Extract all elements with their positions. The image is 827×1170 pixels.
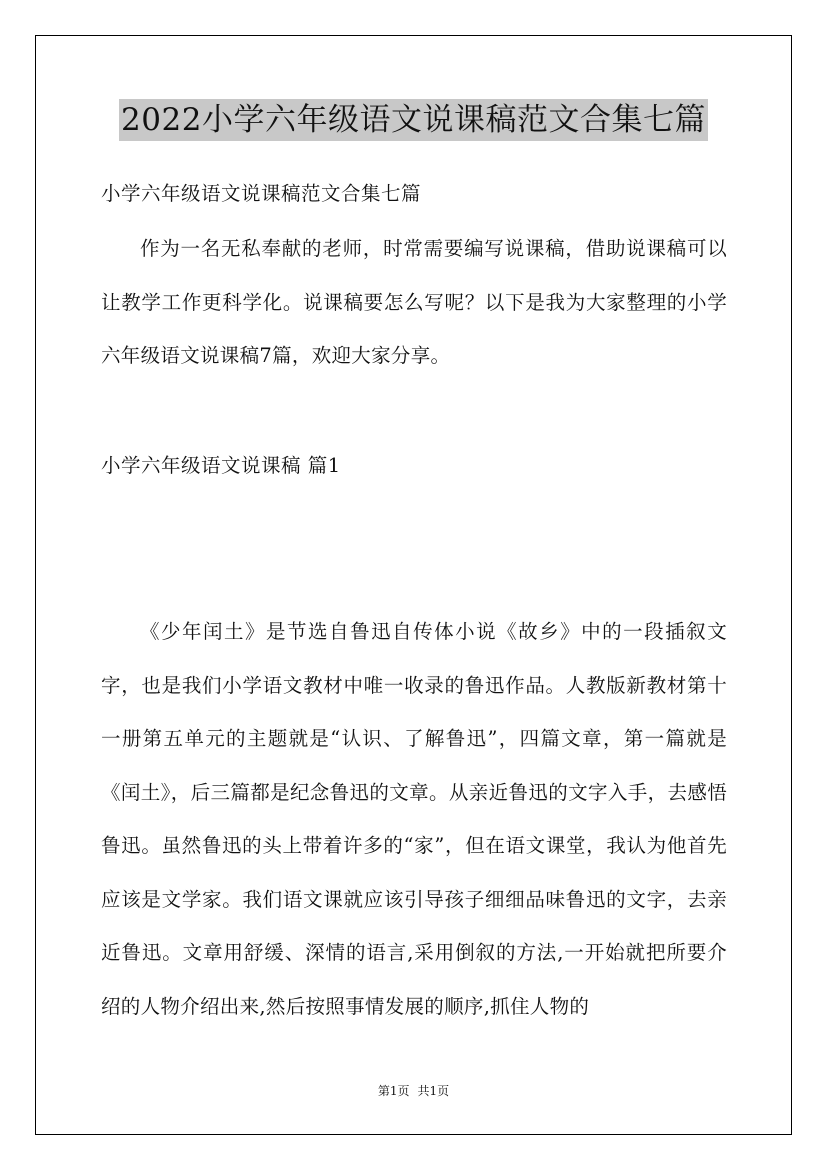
section-paragraph: 《少年闰土》是节选自鲁迅自传体小说《故乡》中的一段插叙文字，也是我们小学语文教材中唯一收录的鲁迅作品。人教版新教材第十一册第五单元的主题就是“认识、了解鲁迅”，四篇文章，第一篇就是《闰土》，后三篇都是纪念鲁迅的文章。从亲近鲁迅的文字入手，去感悟鲁迅。虽然鲁迅的头上带着许多的“家”，但在语文课堂，我认为他首先应该是文学家。我们语文课就应该引导孩子细细品味鲁迅的文字，去亲近鲁迅。文章用舒缓、深情的语言,采用倒叙的方法,一开始就把所要介绍的人物介绍出来,然后按照事情发展的顺序,抓住人物的	[101, 620, 727, 1018]
title-container	[0, 99, 827, 141]
document-title: 2022小学六年级语文说课稿范文合集七篇	[119, 99, 708, 141]
section-heading: 小学六年级语文说课稿 篇1	[101, 454, 341, 477]
page-footer	[0, 1083, 827, 1099]
intro-paragraph: 作为一名无私奉献的老师，时常需要编写说课稿，借助说课稿可以让教学工作更科学化。说课稿要怎么写呢？以下是我为大家整理的小学六年级语文说课稿7篇，欢迎大家分享。	[101, 237, 727, 367]
page-number-current: 第1页	[377, 1084, 410, 1098]
document-subtitle: 小学六年级语文说课稿范文合集七篇	[101, 182, 422, 205]
page-number-total: 共1页	[417, 1084, 450, 1098]
